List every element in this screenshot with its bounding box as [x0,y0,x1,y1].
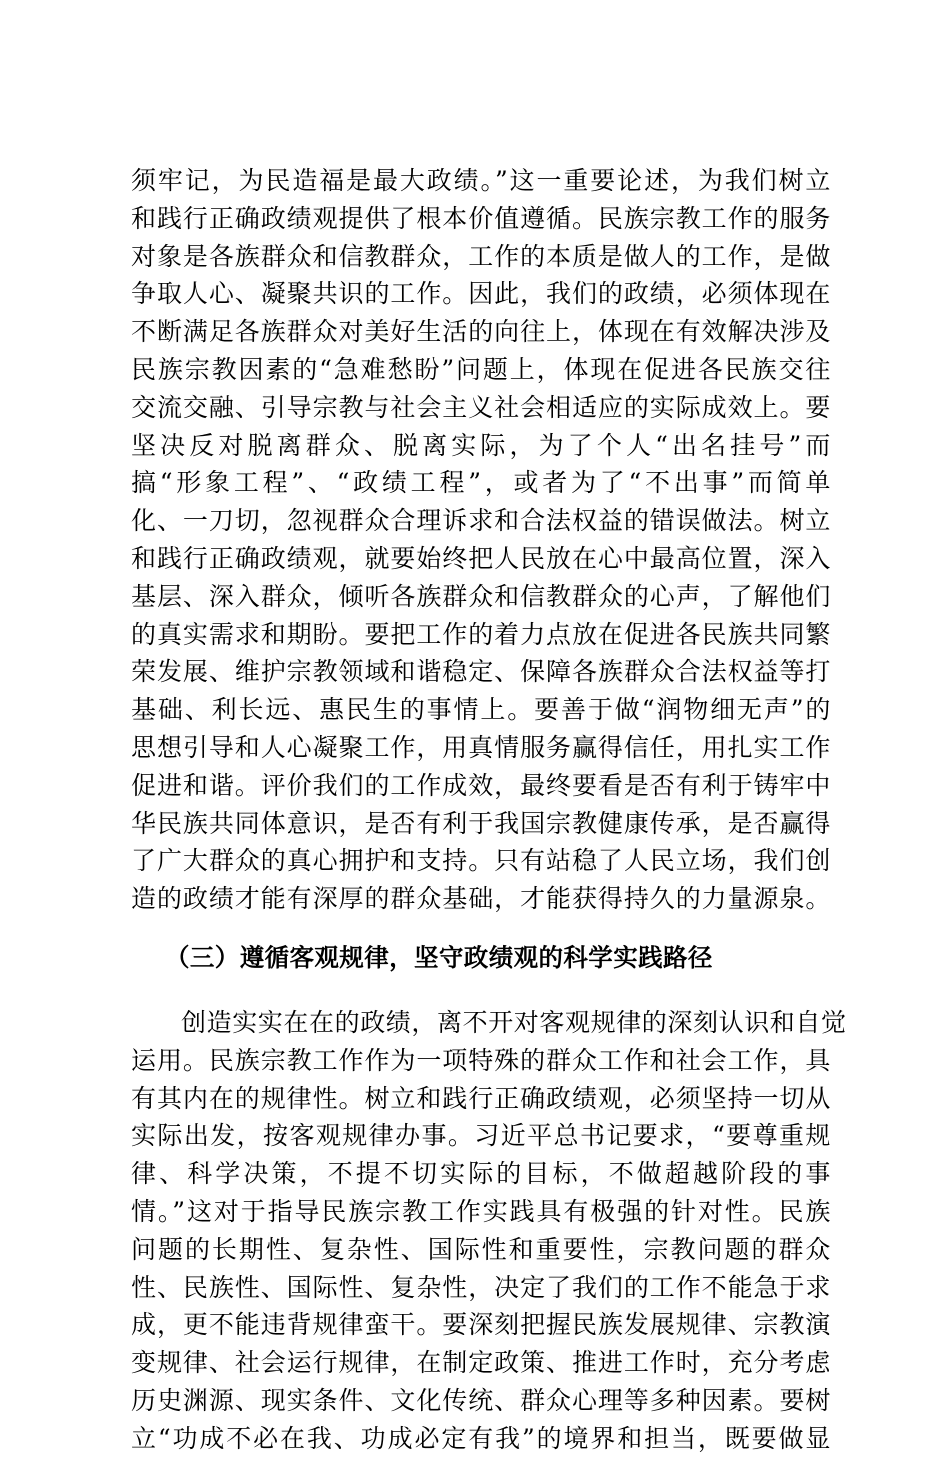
section-heading: （三）遵循客观规律，坚守政绩观的科学实践路径 [165,942,713,972]
text-line: 和践行正确政绩观，就要始终把人民放在心中最高位置，深入 [131,543,831,573]
text-line: 促进和谐。评价我们的工作成效，最终要看是否有利于铸牢中 [131,770,831,800]
text-line: 对象是各族群众和信教群众，工作的本质是做人的工作，是做 [131,241,831,271]
text-line: 民族宗教因素的“急难愁盼”问题上，体现在促进各民族交往 [131,354,831,384]
text-line: 荣发展、维护宗教领域和谐稳定、保障各族群众合法权益等打 [131,657,831,687]
text-line: 坚决反对脱离群众、脱离实际，为了个人“出名挂号”而 [131,430,831,460]
text-line: 变规律、社会运行规律，在制定政策、推进工作时，充分考虑 [131,1348,831,1378]
text-line: 创造实实在在的政绩，离不开对客观规律的深刻认识和自觉 [181,1007,847,1037]
text-line: 和践行正确政绩观提供了根本价值遵循。民族宗教工作的服务 [131,203,831,233]
text-line: 问题的长期性、复杂性、国际性和重要性，宗教问题的群众 [131,1234,831,1264]
text-line: 须牢记，为民造福是最大政绩。”这一重要论述，为我们树立 [131,166,831,195]
text-line: 化、一刀切，忽视群众合理诉求和合法权益的错误做法。树立 [131,506,831,536]
text-line: 基层、深入群众，倾听各族群众和信教群众的心声，了解他们 [131,581,831,611]
text-line: 运用。民族宗教工作作为一项特殊的群众工作和社会工作，具 [131,1045,831,1075]
text-line: 实际出发，按客观规律办事。习近平总书记要求，“要尊重规 [131,1121,831,1151]
text-line: 交流交融、引导宗教与社会主义社会相适应的实际成效上。要 [131,392,831,422]
text-line: 造的政绩才能有深厚的群众基础，才能获得持久的力量源泉。 [131,884,831,914]
text-line: 历史渊源、现实条件、文化传统、群众心理等多种因素。要树 [131,1385,831,1415]
text-line: 律、科学决策，不提不切实际的目标，不做超越阶段的事 [131,1159,831,1189]
paragraph-1 [131,162,831,918]
text-line: 争取人心、凝聚共识的工作。因此，我们的政绩，必须体现在 [131,279,831,309]
document-page [131,162,847,1458]
text-line: 不断满足各族群众对美好生活的向往上，体现在有效解决涉及 [131,317,831,347]
paragraph-2 [131,1004,847,1458]
text-line: 性、民族性、国际性、复杂性，决定了我们的工作不能急于求 [131,1272,831,1302]
text-line: 思想引导和人心凝聚工作，用真情服务赢得信任，用扎实工作 [131,732,831,762]
text-line: 有其内在的规律性。树立和践行正确政绩观，必须坚持一切从 [131,1083,831,1113]
text-line: 基础、利长远、惠民生的事情上。要善于做“润物细无声”的 [131,695,831,725]
text-line: 了广大群众的真心拥护和支持。只有站稳了人民立场，我们创 [131,846,831,876]
text-line: 华民族共同体意识，是否有利于我国宗教健康传承，是否赢得 [131,808,831,838]
text-line: 的真实需求和期盼。要把工作的着力点放在促进各民族共同繁 [131,619,831,649]
text-line: 成，更不能违背规律蛮干。要深刻把握民族发展规律、宗教演 [131,1310,831,1340]
text-line: 情。”这对于指导民族宗教工作实践具有极强的针对性。民族 [131,1196,831,1226]
text-line: 搞“形象工程”、“政绩工程”，或者为了“不出事”而简单 [131,468,831,498]
text-line: 立“功成不必在我、功成必定有我”的境界和担当，既要做显 [131,1423,831,1453]
